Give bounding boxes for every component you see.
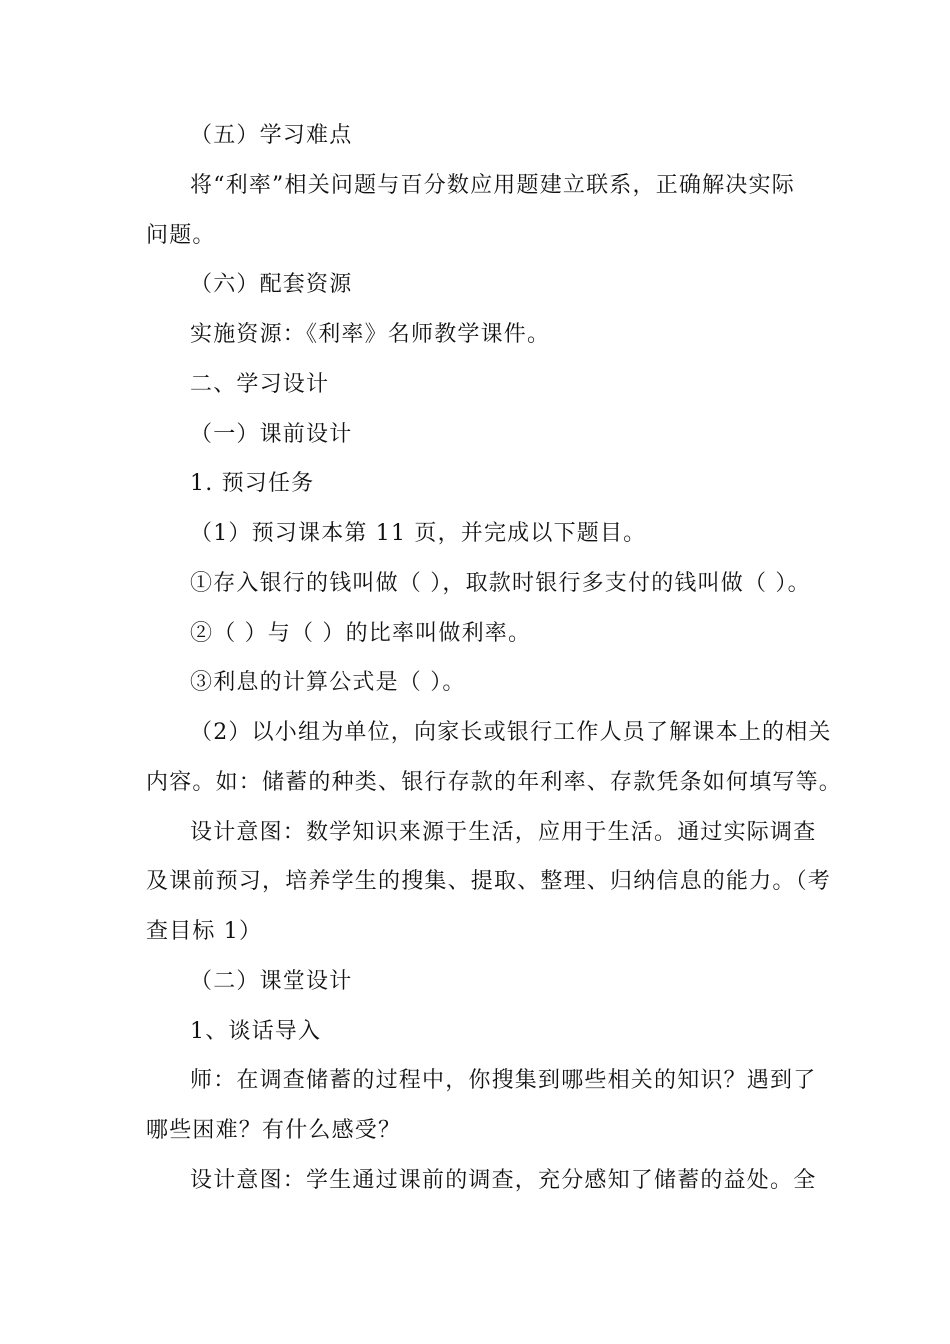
subheading-intro: 1、谈话导入 <box>190 1019 322 1044</box>
question-item: ②（ ）与（ ）的比率叫做利率。 <box>190 621 532 646</box>
paragraph-line: 将“利率”相关问题与百分数应用题建立联系，正确解决实际 <box>190 173 795 198</box>
paragraph-line: 哪些困难？有什么感受？ <box>146 1118 402 1143</box>
paragraph-line: 设计意图：数学知识来源于生活，应用于生活。通过实际调查 <box>190 820 817 845</box>
paragraph-line: （2）以小组为单位，向家长或银行工作人员了解课本上的相关 <box>190 720 832 745</box>
paragraph-line: 问题。 <box>146 223 216 248</box>
paragraph-line: 内容。如：储蓄的种类、银行存款的年利率、存款凭条如何填写等。 <box>146 770 843 795</box>
section-heading-preclass: （一）课前设计 <box>190 422 353 447</box>
subheading-preview-task: 1. 预习任务 <box>190 471 315 496</box>
paragraph-line: 设计意图：学生通过课前的调查，充分感知了储蓄的益处。全 <box>190 1168 817 1193</box>
section-heading-resources: （六）配套资源 <box>190 272 353 297</box>
question-item: ①存入银行的钱叫做（ ），取款时银行多支付的钱叫做（ ）。 <box>190 571 811 596</box>
paragraph-line: 师：在调查储蓄的过程中，你搜集到哪些相关的知识？遇到了 <box>190 1068 817 1093</box>
question-item: ③利息的计算公式是（ ）。 <box>190 670 466 695</box>
paragraph-line: 及课前预习，培养学生的搜集、提取、整理、归纳信息的能力。（考 <box>146 869 832 894</box>
section-heading-classroom: （二）课堂设计 <box>190 969 353 994</box>
paragraph-line: 实施资源：《利率》名师教学课件。 <box>190 322 551 347</box>
paragraph-line: 查目标 1） <box>146 919 263 944</box>
section-heading-design: 二、学习设计 <box>190 372 330 397</box>
section-heading-difficulty: （五）学习难点 <box>190 123 353 148</box>
paragraph-line: （1）预习课本第 11 页，并完成以下题目。 <box>190 521 647 546</box>
